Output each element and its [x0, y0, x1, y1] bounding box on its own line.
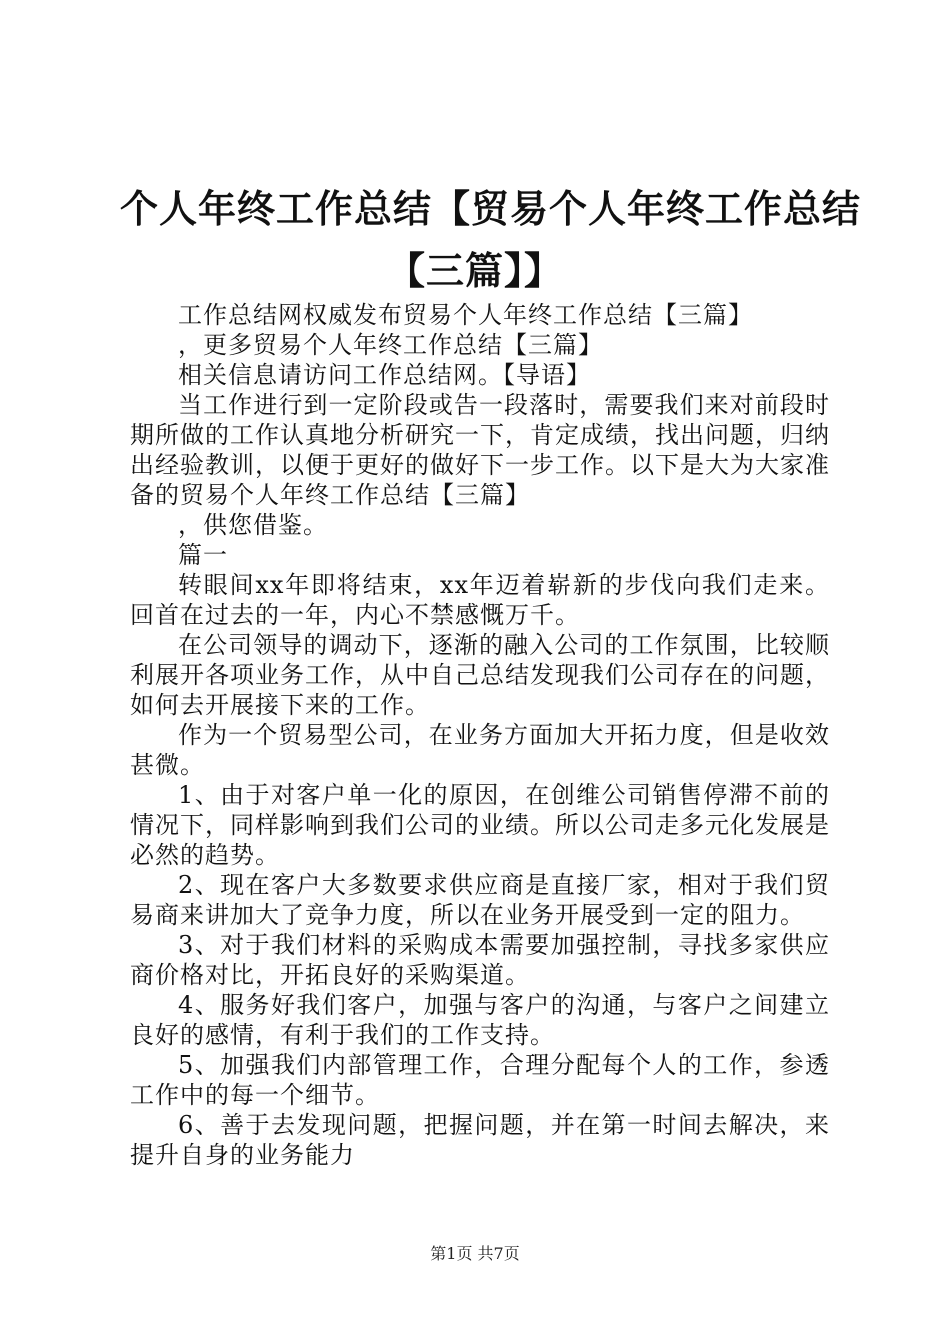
list-item: 3、对于我们材料的采购成本需要加强控制，寻找多家供应商价格对比，开拓良好的采购渠道。 [130, 931, 830, 989]
document-title-line-1: 个人年终工作总结【贸易个人年终工作总结 [120, 186, 862, 231]
list-item: 6、善于去发现问题，把握问题，并在第一时间去解决，来提升自身的业务能力 [130, 1111, 830, 1169]
document-body [130, 300, 830, 1170]
paragraph-intro-3: 相关信息请访问工作总结网。【导语】 [178, 361, 591, 389]
paragraph-intro-1: 工作总结网权威发布贸易个人年终工作总结【三篇】 [178, 301, 753, 329]
paragraph: 转眼间xx年即将结束，xx年迈着崭新的步伐向我们走来。回首在过去的一年，内心不禁感慨万千。 [130, 571, 830, 629]
paragraph: 作为一个贸易型公司，在业务方面加大开拓力度，但是收效甚微。 [130, 721, 830, 779]
list-item: 2、现在客户大多数要求供应商是直接厂家，相对于我们贸易商来讲加大了竞争力度，所以在业务开展受到一定的阻力。 [130, 871, 830, 929]
section-heading: 篇一 [178, 541, 228, 569]
paragraph: 在公司领导的调动下，逐渐的融入公司的工作氛围，比较顺利展开各项业务工作，从中自己总结发现我们公司存在的问题，如何去开展接下来的工作。 [130, 631, 830, 719]
page-number-footer: 第1页 共7页 [430, 1244, 520, 1263]
list-item: 4、服务好我们客户，加强与客户的沟通，与客户之间建立良好的感情，有利于我们的工作支持。 [130, 991, 830, 1049]
paragraph-preface: 当工作进行到一定阶段或告一段落时，需要我们来对前段时期所做的工作认真地分析研究一下，肯定成绩，找出问题，归纳出经验教训，以便于更好的做好下一步工作。以下是大为大家准备的贸易个人年终工作总结【三篇】 [130, 391, 830, 509]
document-title-line-2: 【三篇】】 [386, 248, 563, 293]
paragraph-intro-2: ，更多贸易个人年终工作总结【三篇】 [178, 331, 603, 359]
list-item: 5、加强我们内部管理工作，合理分配每个人的工作，参透工作中的每一个细节。 [130, 1051, 830, 1109]
paragraph-preface-end: ，供您借鉴。 [178, 511, 328, 539]
list-item: 1、由于对客户单一化的原因，在创维公司销售停滞不前的情况下，同样影响到我们公司的业绩。所以公司走多元化发展是必然的趋势。 [130, 781, 830, 869]
